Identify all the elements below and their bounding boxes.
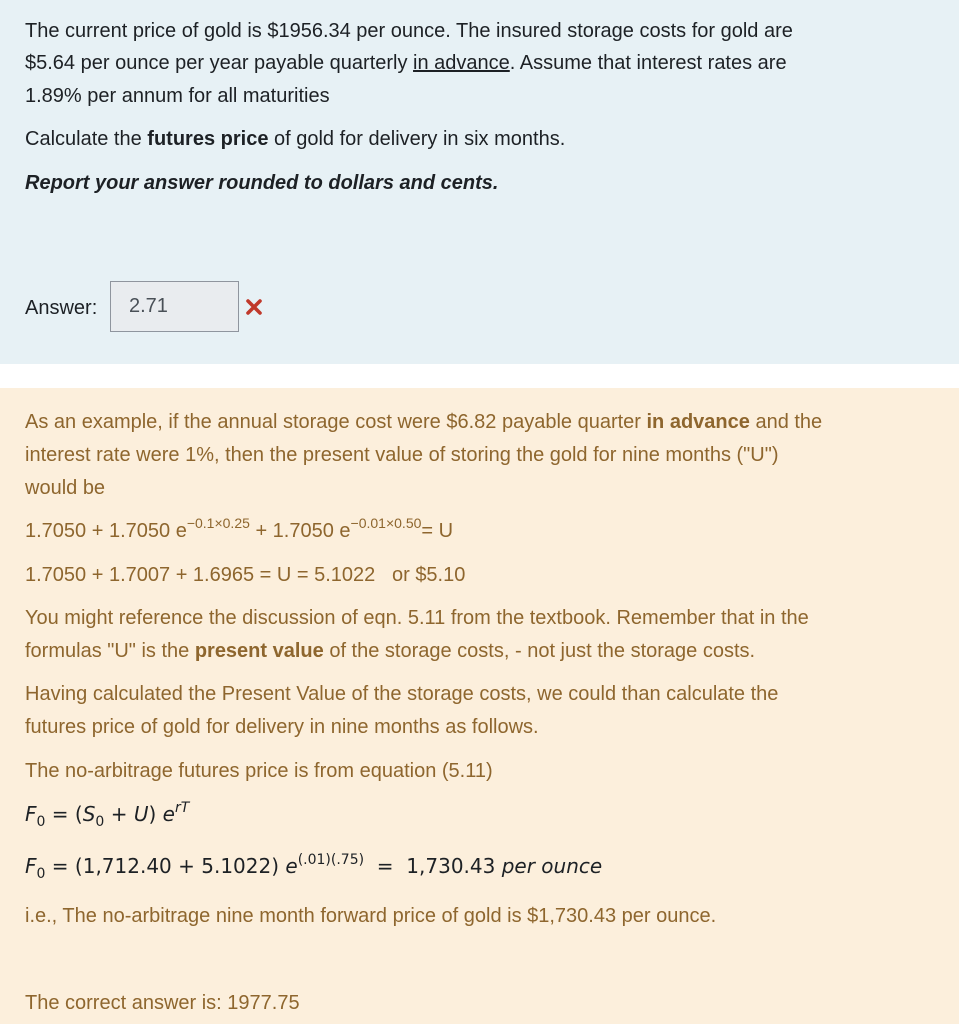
question-line-2-start: $5.64 per ounce per year payable quarterly <box>25 52 414 74</box>
calc-exp: (.01)(.75) <box>297 852 365 868</box>
feedback-p1-line1 <box>25 410 822 434</box>
question-line-1: The current price of gold is $1956.34 per ounce. The insured storage costs for gold are <box>25 20 793 42</box>
calc-e: e <box>285 854 298 878</box>
conclusion: i.e., The no-arbitrage nine month forward price of gold is $1,730.43 per ounce. <box>25 905 717 927</box>
report-instruction: Report your answer rounded to dollars and cents. <box>25 172 499 194</box>
futures-calculation <box>25 852 603 882</box>
feedback-p3-line1: Having calculated the Present Value of the storage costs, we could than calculate the <box>25 683 779 705</box>
calc-post: of gold for delivery in six months. <box>268 128 566 150</box>
formula-f0: 0 <box>36 814 46 830</box>
calculate-instruction <box>25 127 565 151</box>
calc-result: = 1,730.43 <box>364 854 502 878</box>
eq1-c: = U <box>421 520 454 542</box>
question-panel <box>0 0 959 364</box>
calc-f: F <box>25 854 37 878</box>
formula-s0: 0 <box>95 814 105 830</box>
eq1-b: + 1.7050 e <box>249 520 351 542</box>
feedback-p2-line1: You might reference the discussion of eqn. 5.11 from the textbook. Remember that in the <box>25 607 809 629</box>
p2-bold: present value <box>194 640 324 662</box>
p1-bold: in advance <box>646 411 750 433</box>
eq1-exp1: −0.1×0.25 <box>186 515 250 531</box>
in-advance-underlined: in advance <box>413 52 510 74</box>
answer-input[interactable]: 2.71 <box>110 281 239 332</box>
answer-label: Answer: <box>25 297 98 319</box>
futures-formula <box>25 800 190 830</box>
calc-body: = (1,712.40 + 5.1022) <box>45 854 286 878</box>
formula-f: F <box>25 802 37 826</box>
calc-bold: futures price <box>147 128 269 150</box>
feedback-p1-line3: would be <box>25 477 106 499</box>
formula-u: U <box>133 802 149 826</box>
eq1-a: 1.7050 + 1.7050 e <box>25 520 187 542</box>
feedback-p3-line2: futures price of gold for delivery in nine months as follows. <box>25 716 539 738</box>
correct-answer: The correct answer is: 1977.75 <box>25 992 300 1014</box>
p1-post: and the <box>749 411 823 433</box>
calc-unit: per ounce <box>501 854 603 878</box>
formula-rt: rT <box>174 800 190 816</box>
calc-pre: Calculate the <box>25 128 148 150</box>
formula-e: e <box>162 802 175 826</box>
formula-s: S <box>82 802 96 826</box>
feedback-p2-line2 <box>25 639 755 663</box>
equation-1 <box>25 515 454 543</box>
feedback-panel <box>0 388 959 1024</box>
equation-2: 1.7050 + 1.7007 + 1.6965 = U = 5.1022 or $5.10 <box>25 564 466 586</box>
formula-eq: = ( <box>45 802 83 826</box>
p2-pre: formulas "U" is the <box>25 640 195 662</box>
formula-close: ) <box>148 802 163 826</box>
question-line-2 <box>25 51 787 75</box>
cross-icon <box>244 297 264 317</box>
eq1-exp2: −0.01×0.50 <box>350 515 422 531</box>
p1-pre: As an example, if the annual storage cost were $6.82 payable quarter <box>25 411 647 433</box>
formula-plus: + <box>104 802 134 826</box>
question-line-2-end: . Assume that interest rates are <box>509 52 787 74</box>
feedback-p4: The no-arbitrage futures price is from equation (5.11) <box>25 760 493 782</box>
calc-f0: 0 <box>36 866 46 882</box>
question-line-3: 1.89% per annum for all maturities <box>25 85 330 107</box>
feedback-p1-line2: interest rate were 1%, then the present value of storing the gold for nine months ("U") <box>25 444 779 466</box>
p2-post: of the storage costs, - not just the storage costs. <box>323 640 756 662</box>
